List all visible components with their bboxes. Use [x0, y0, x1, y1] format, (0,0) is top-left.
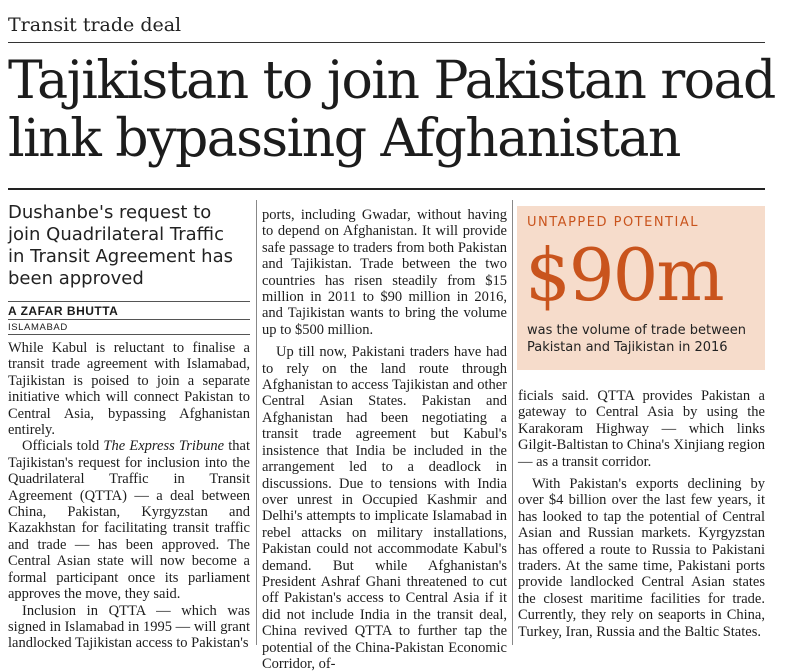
- paragraph: Inclusion in QTTA — which was signed in Islamabad in 1995 — will grant landlocked Tajikistan access to Pakistan's: [8, 602, 250, 652]
- section-kicker: Transit trade deal: [8, 14, 182, 36]
- paragraph-text: Officials told: [22, 438, 104, 455]
- newspaper-name: The Express Tribune: [103, 438, 225, 455]
- headline: Tajikistan to join Pakistan road link bypassing Afghanistan: [8, 51, 775, 169]
- fact-box-label: UNTAPPED POTENTIAL: [527, 215, 699, 230]
- byline: [8, 304, 118, 318]
- article-column-2: [262, 207, 507, 672]
- byline-top-rule: [8, 301, 250, 302]
- paragraph: ficials said. QTTA provides Pakistan a gateway to Central Asia by using the Karakoram Highway — which links Gilgit-Baltistan to China's Xinjiang region — as a transit corridor.: [518, 388, 765, 470]
- fact-box-caption: was the volume of trade between Pakistan and Tajikistan in 2016: [527, 323, 746, 355]
- dateline: ISLAMABAD: [8, 322, 68, 333]
- headline-rule: [8, 188, 765, 190]
- paragraph: While Kabul is reluctant to finalise a transit trade agreement with Islamabad, Tajikistan is poised to join a separate initiative which will connect Pakistan to Central Asia, bypassing Afghanistan entirely.: [8, 340, 250, 439]
- paragraph: [8, 438, 250, 602]
- paragraph-text: that Tajikistan's request for inclusion into the Quadrilateral Traffic in Transit Agreement (QTTA) — a deal between China, Pakistan, Kyrgyzstan and Kazakhstan for facilitating transit traffic and trade — has been approved. The Central Asian state will now become a formal participant once its parliament approves the move, they said.: [8, 438, 250, 603]
- paragraph: ports, including Gwadar, without having to depend on Afghanistan. It will provide safe passage to traders from both Pakistan and Tajikistan. Trade between the two countries has risen steadily from $15 million in 2011 to $90 million in 2016, and Tajikistan wants to bring the volume up to $500 million.: [262, 207, 507, 338]
- paragraph: With Pakistan's exports declining by over $4 billion over the last few years, it has looked to tap the potential of Central Asian and Russian markets. Kyrgyzstan has offered a route to Russia to Pakistani traders. At the same time, Pakistani ports provide landlocked Central Asian states the closest maritime facilities for trade. Currently, they rely on seaports in China, Turkey, Iran, Russia and the Baltic States.: [518, 476, 765, 640]
- dateline-rule: [8, 334, 250, 335]
- article-column-3: [518, 388, 765, 640]
- byline-marker: A: [8, 304, 17, 318]
- kicker-rule: [8, 42, 765, 43]
- column-divider: [512, 200, 513, 645]
- paragraph: Up till now, Pakistani traders have had to rely on the land route through Afghanistan to access Tajikistan and other Central Asian States. Pakistan and Afghanistan had been negotiating a transit trade agreement but Kabul's insistence that India be included in the arrangement led to a deadlock in discussions. Due to tensions with India over unrest in Occupied Kashmir and Delhi's attempts to implicate Islamabad in rebel attacks on military installations, Pakistan could not accommodate Kabul's demand. But while Afghanistan's President Ashraf Ghani threatened to cut off Pakistan's access to Central Asia if it did not include India in the transit deal, China revived QTTA to further tap the potential of the China-Pakistan Economic Corridor, of-: [262, 344, 507, 672]
- article-deck: Dushanbe's request to join Quadrilateral Traffic in Transit Agreement has been approved: [8, 202, 233, 289]
- article-column-1: [8, 340, 250, 652]
- fact-box-amount: $90m: [525, 233, 723, 317]
- author-name: ZAFAR BHUTTA: [20, 304, 119, 318]
- byline-bottom-rule: [8, 319, 250, 320]
- fact-box: [517, 206, 765, 370]
- column-divider: [256, 200, 257, 645]
